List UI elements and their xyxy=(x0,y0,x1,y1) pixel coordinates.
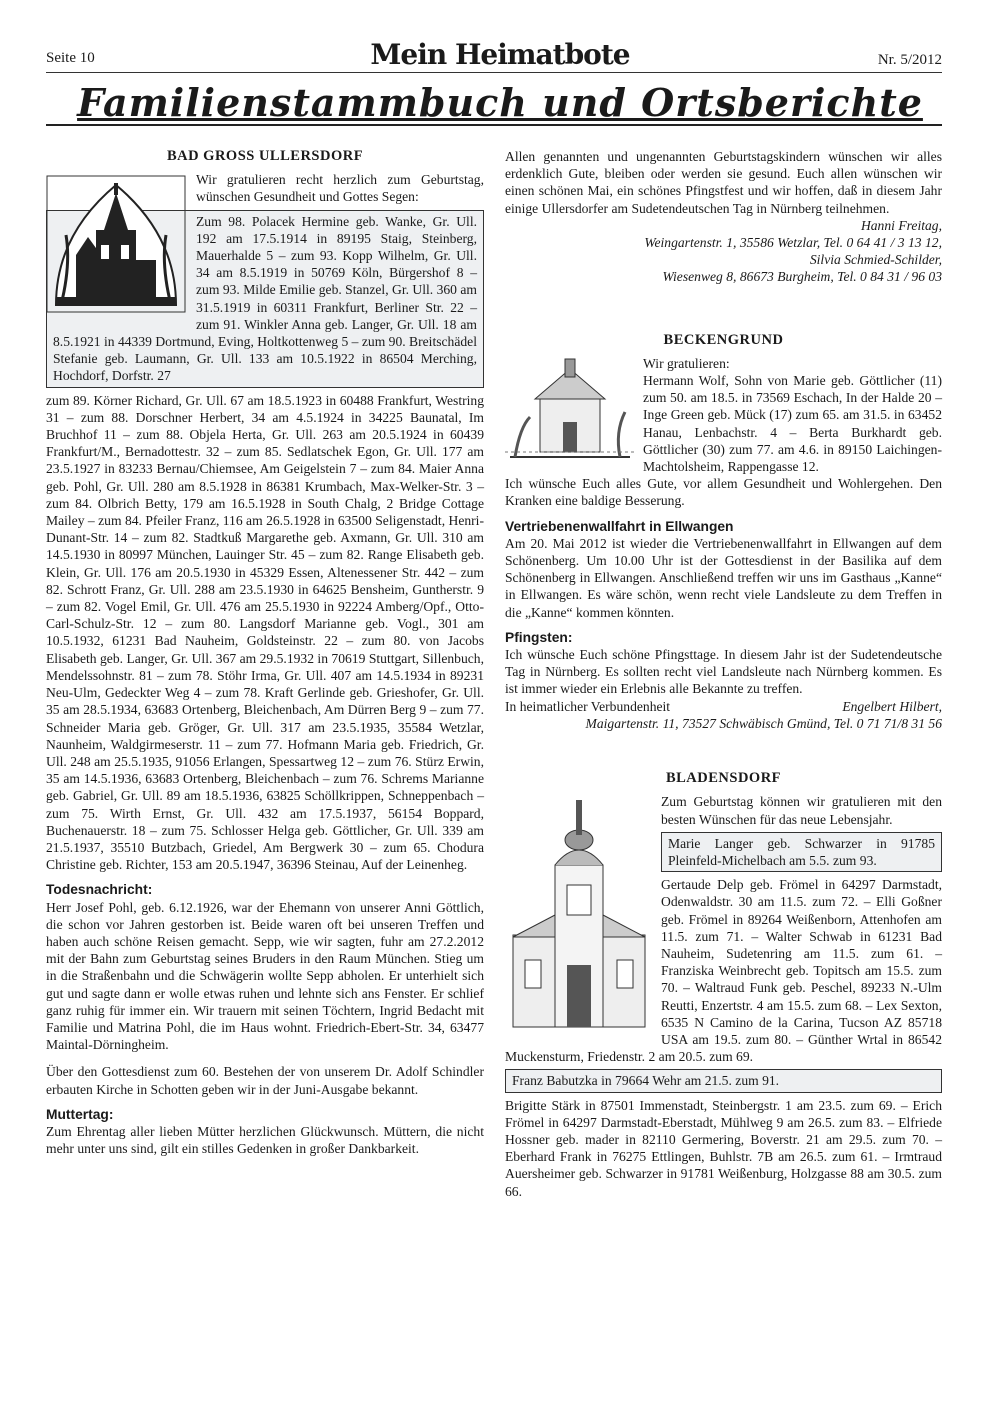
closing-wishes: Allen genannten und ungenannten Geburtstagskindern wünschen wir alles erdenklich Gute, bleiben oder werden sie gesund. Euch allen wünschen wir einen schönen Mai, ein schönes Pfingstfest und wir hoffen, daß in diesem Jahr einige Ullersdorfer am Sudetendeutschen Tag in Nürnberg teilnehmen. xyxy=(505,149,942,216)
death-notice-text: Herr Josef Pohl, geb. 6.12.1926, war der Ehemann von unserer Anni Göttlich, die schon vor Jahren gestorben ist. Beide waren oft bei unseren Treffen und haben auch schöne Reisen gemacht. Sepp, wie wir sagten, fuhr am 27.2.2012 mit der Bahn zum Geburtstag seines Bruders in den Raum München. Stieg um in die Straßenbahn und die Schwägerin wollte Sepp abholen. Er unterhielt sich gut und sagte dann er wolle etwas ruhen und lehnte sich ans Fenster. Er schlief ganz ruhig für immer ein. Wir trauern mit seinen Töchtern, Ingrid Bedacht mit Familie und Matrina Pohl, die im Haus wohnt. Friedrich-Ebert-Str. 34, 63477 Maintal-Dörningheim. xyxy=(46,899,484,1053)
signature-3-name: Engelbert Hilbert, xyxy=(842,698,942,714)
service-notice-text: Über den Gottesdienst zum 60. Bestehen der von unserem Dr. Adolf Schindler erbauten Kirche in Schotten geben wir in der Juni-Ausgabe bekannt. xyxy=(46,1064,484,1097)
bladensdorf-intro: Zum Geburtstag können wir gratulieren mit den besten Wünschen für das neue Lebensjahr. xyxy=(661,794,942,827)
bgu-birthday-list: zum 89. Körner Richard, Gr. Ull. 67 am 18.5.1923 in 60488 Frankfurt, Westring 31 – zum 88. Dorschner Herbert, 34 am 4.5.1924 in 34225 Baunatal, Im Bruchhof 11 – zum 88. Objela Herta, Gr. Ull. 263 am 20.5.1924 in 60439 Frankfurt/M., Bernadottestr. 32 – zum 85. Sedlatschek Egon, Gr. Ull. 177 am 23.5.1927 in 83233 Bernau/Chiemsee, Am Geigelstein 7 – zum 84. Maier Anna geb. Pohl, Gr. Ull. 280 am 8.5.1928 in 86381 Krumbach, Max-Welker-Str. 3 – zum 84. Olbrich Betty, 179 am 16.5.1928 in South Chalg, 2 Bridge Cottage Mailey – zum 84. Pfeiler Franz, 116 am 26.5.1928 in 63500 Seligenstadt, Henri-Dunant-Str. 14 – zum 82. Stadtkuß Margarethe geb. Axmann, Gr. Ull. 310 am 14.5.1930 in 80997 München, Lauinger Str. 45 – zum 82. Range Elisabeth geb. Klein, Gr. Ull. 176 am 20.5.1930 in 45329 Essen, Altenessener Str. 442 – zum 82. Schrott Franz, Gr. Ull. 288 am 23.5.1930 in 64625 Bensheim, Guntherstr. 9 – zum 82. Vogel Emil, Gr. Ull. 476 am 25.5.1930 in 92224 Amberg/Opf., Otto-Carl-Schulz-Str. 12 – zum 80. Langsdorf Marianne geb. Vogl., 301 am 10.5.1932, 61231 Bad Nauheim, Goldsteinstr. 22 – zum 80. von Jacobs Elisabeth geb. Langer, Gr. Ull. 367 am 29.5.1932 in 70619 Stuttgart, Sillenbuch, Mendelssohnstr. 81 – zum 78. Stöhr Irma, Gr. Ull. 407 am 14.5.1934 in 89231 Neu-Ulm, Gedeckter Weg 4 – zum 78. Kraft Gerlinde geb. Grieshofer, Gr. Ull. 35 am 28.5.1934, 63683 Ortenberg, Bleichenbach, Am Dürren Berg 9 – zum 77. Schneider Maria geb. Gröger, Gr. Ull. 317 am 23.5.1935, 35584 Wetzlar, Naunheim, Waldgirmeserstr. 11 – zum 77. Hofmann Maria geb. Friedrich, Gr. Ull. 248 am 25.5.1935, 91056 Erlangen, Spessartweg 12 – zum 76. Stürz Erwin, 35 am 14.5.1936, 63683 Ortenberg, Bleichenbach – zum 76. Schrems Marianne geb. Gabriel, Gr. Ull. 89 am 18.5.1936, 63825 Schöllkrippen, Schneppenbach – zum 75. Wirth Ernst, Gr. Ull. 432 am 17.5.1937, 56154 Boppard, Buchenauerstr. 18 – zum 75. Schlosser Helga geb. Göttlicher, Gr. Ull. 339 am 21.5.1937, 35510 Butzbach, Griedel, Am Bergwerk 30 – zum 65. Chodura Christine geb. Richter, 153 am 20.5.1947, 36396 Steinau, Auf der Leinenheg. xyxy=(46,392,484,873)
regards-text: In heimatlicher Verbundenheit xyxy=(505,698,671,714)
mothers-day-heading: Muttertag: xyxy=(46,1106,114,1122)
bladensdorf-highlight-box: Marie Langer geb. Schwarzer in 91785 Pleinfeld-Michelbach am 5.5. zum 93. xyxy=(661,832,942,872)
page-number: Seite 10 xyxy=(46,50,95,66)
section-title-beckengrund: BECKENGRUND xyxy=(663,331,784,348)
bgu-highlight-box: Zum 98. Polacek Hermine geb. Wanke, Gr. Ull. 192 am 17.5.1914 in 89195 Staig, Steinberg, Mauerhalde 5 – zum 93. Kopp Wilhelm, Gr. Ull. 34 am 8.5.1919 in 50769 Köln, Bürgershof 8 – zum 93. Milde Emilie geb. Stanzel, Gr. Ull. 360 am 31.5.1919 in 60311 Frankfurt, Berliner Str. 22 – zum 91. Winkler Anna geb. Langer, Gr. Ull. 18 am 8.5.1921 in 44339 Dortmund, Eving, Holtkottenweg 5 – zum 90. Breitschädel Stefanie geb. Laumann, Gr. Ull. 133 am 10.5.1922 in 86504 Merching, Hochdorf, Dorfstr. 27 xyxy=(46,210,484,388)
bgu-intro: Wir gratulieren recht herzlich zum Geburtstag, wünschen Gesundheit und Gottes Segen: xyxy=(196,172,484,205)
masthead: Mein Heimatbote xyxy=(370,38,630,71)
beckengrund-wish: Ich wünsche Euch alles Gute, vor allem Gesundheit und Wohlergehen. Den Kranken eine baldige Besserung. xyxy=(505,476,942,509)
beckengrund-intro: Wir gratulieren: xyxy=(643,355,730,371)
regards-line xyxy=(505,698,942,715)
signature-3-address: Maigartenstr. 11, 73527 Schwäbisch Gmünd, Tel. 0 71 71/8 31 56 xyxy=(585,715,942,731)
church-woodcut-illustration xyxy=(46,175,186,317)
section-title-bladensdorf: BLADENSDORF xyxy=(665,770,782,787)
mothers-day-text: Zum Ehrentag aller lieben Mütter herzlichen Glückwunsch. Müttern, die nicht mehr unter uns sind, gilt ein stilles Gedenken in großer Dankbarkeit. xyxy=(46,1123,484,1157)
death-notice-heading: Todesnachricht: xyxy=(46,882,153,898)
page-title: Familienstammbuch und Ortsberichte xyxy=(77,80,923,125)
pilgrimage-text: Am 20. Mai 2012 ist wieder die Vertriebenenwallfahrt in Ellwangen auf dem Schönenberg. Um 10.00 Uhr ist der Gottesdienst in der Basilika auf dem Schönenberg in Ellwangen. Anschließend treffen wir uns im Gasthaus „Kanne“ in Ellwangen. Es wäre schön, wenn recht viele Landsleute zu dem Treffen in die „Kanne“ kommen könnten. xyxy=(505,535,942,620)
bladensdorf-list: Gertaude Delp geb. Frömel in 64297 Darmstadt, Odenwaldstr. 30 am 11.5. zum 72. – Elli Goßner geb. Frömel in 89264 Weißenborn, Attenhofen am 11.5. zum 71. – Walter Schwab in 61231 Bad Nauheim, Sudetenring am 11.5. zum 61. – Franziska Weinbrecht geb. Topitsch am 15.5. zum 70. – Waltraud Funk geb. Peschel, 89233 N.-Ulm Reutti, Enzertstr. 4 am 15.5. zum 68. – Lex Sexton, 6535 N Camino de la Carina, Tucson AZ 85718 USA am 19.5. zum 80. – Günther Wrtal in 86542 Muckensturm, Friedenstr. 2 am 20.5. zum 69. xyxy=(505,877,942,1065)
left-column xyxy=(46,148,484,1157)
title-rule xyxy=(46,124,942,126)
section-title-bad-gross-ullersdorf: BAD GROSS ULLERSDORF xyxy=(166,148,364,164)
pentecost-text: Ich wünsche Euch schöne Pfingsttage. In diesem Jahr ist der Sudetendeutsche Tag in Nürnberg. Es sollten recht viel Landsleute nach Nürnberg kommen. Es ist immer wieder ein Erlebnis alle Bekannte zu treffen. xyxy=(505,647,942,697)
signature-2-name: Silvia Schmied-Schilder, xyxy=(809,252,942,268)
right-column xyxy=(505,148,942,1200)
bladensdorf-highlight-box-2: Franz Babutzka in 79664 Wehr am 21.5. zum 91. xyxy=(505,1069,942,1092)
church-tower-illustration xyxy=(505,795,653,1035)
header-rule xyxy=(46,72,942,73)
chapel-sketch-illustration xyxy=(505,357,635,469)
bladensdorf-list-2: Brigitte Stärk in 87501 Immenstadt, Steinbergstr. 1 am 23.5. zum 69. – Erich Frömel in 64297 Darmstadt-Eberstadt, Mühlweg 9 am 26.5. zum 83. – Elfriede Hossner geb. mader in 82110 Germering, Boverstr. 21 am 29.5. zum 70. – Eberhard Frank in 76275 Ettlingen, Buhlstr. 7B am 26.5. zum 61. – Irmtraud Auersheimer geb. Schwarzer in 91781 Weißenburg, Holzgasse 88 am 30.5. zum 66. xyxy=(505,1097,942,1199)
issue-number: Nr. 5/2012 xyxy=(877,52,942,68)
signature-1-name: Hanni Freitag, xyxy=(860,217,942,233)
signature-2-address: Wiesenweg 8, 86673 Burgheim, Tel. 0 84 31 / 96 03 xyxy=(662,269,942,285)
signature-1-address: Weingartenstr. 1, 35586 Wetzlar, Tel. 0 64 41 / 3 13 12, xyxy=(644,235,942,251)
pentecost-heading: Pfingsten: xyxy=(505,629,573,645)
beckengrund-list: Hermann Wolf, Sohn von Marie geb. Göttlicher (11) zum 50. am 18.5. in 73569 Eschach, In der Halde 20 – Inge Green geb. Mück (17) zum 65. am 31.5. in 63452 Hanau, Lenbachstr. 4 – Berta Burkhardt geb. Göttlicher (30) zum 77. am 4.6. in 89150 Laichingen-Machtolsheim, Rappengasse 12. xyxy=(643,373,942,475)
pilgrimage-heading: Vertriebenenwallfahrt in Ellwangen xyxy=(505,518,734,534)
